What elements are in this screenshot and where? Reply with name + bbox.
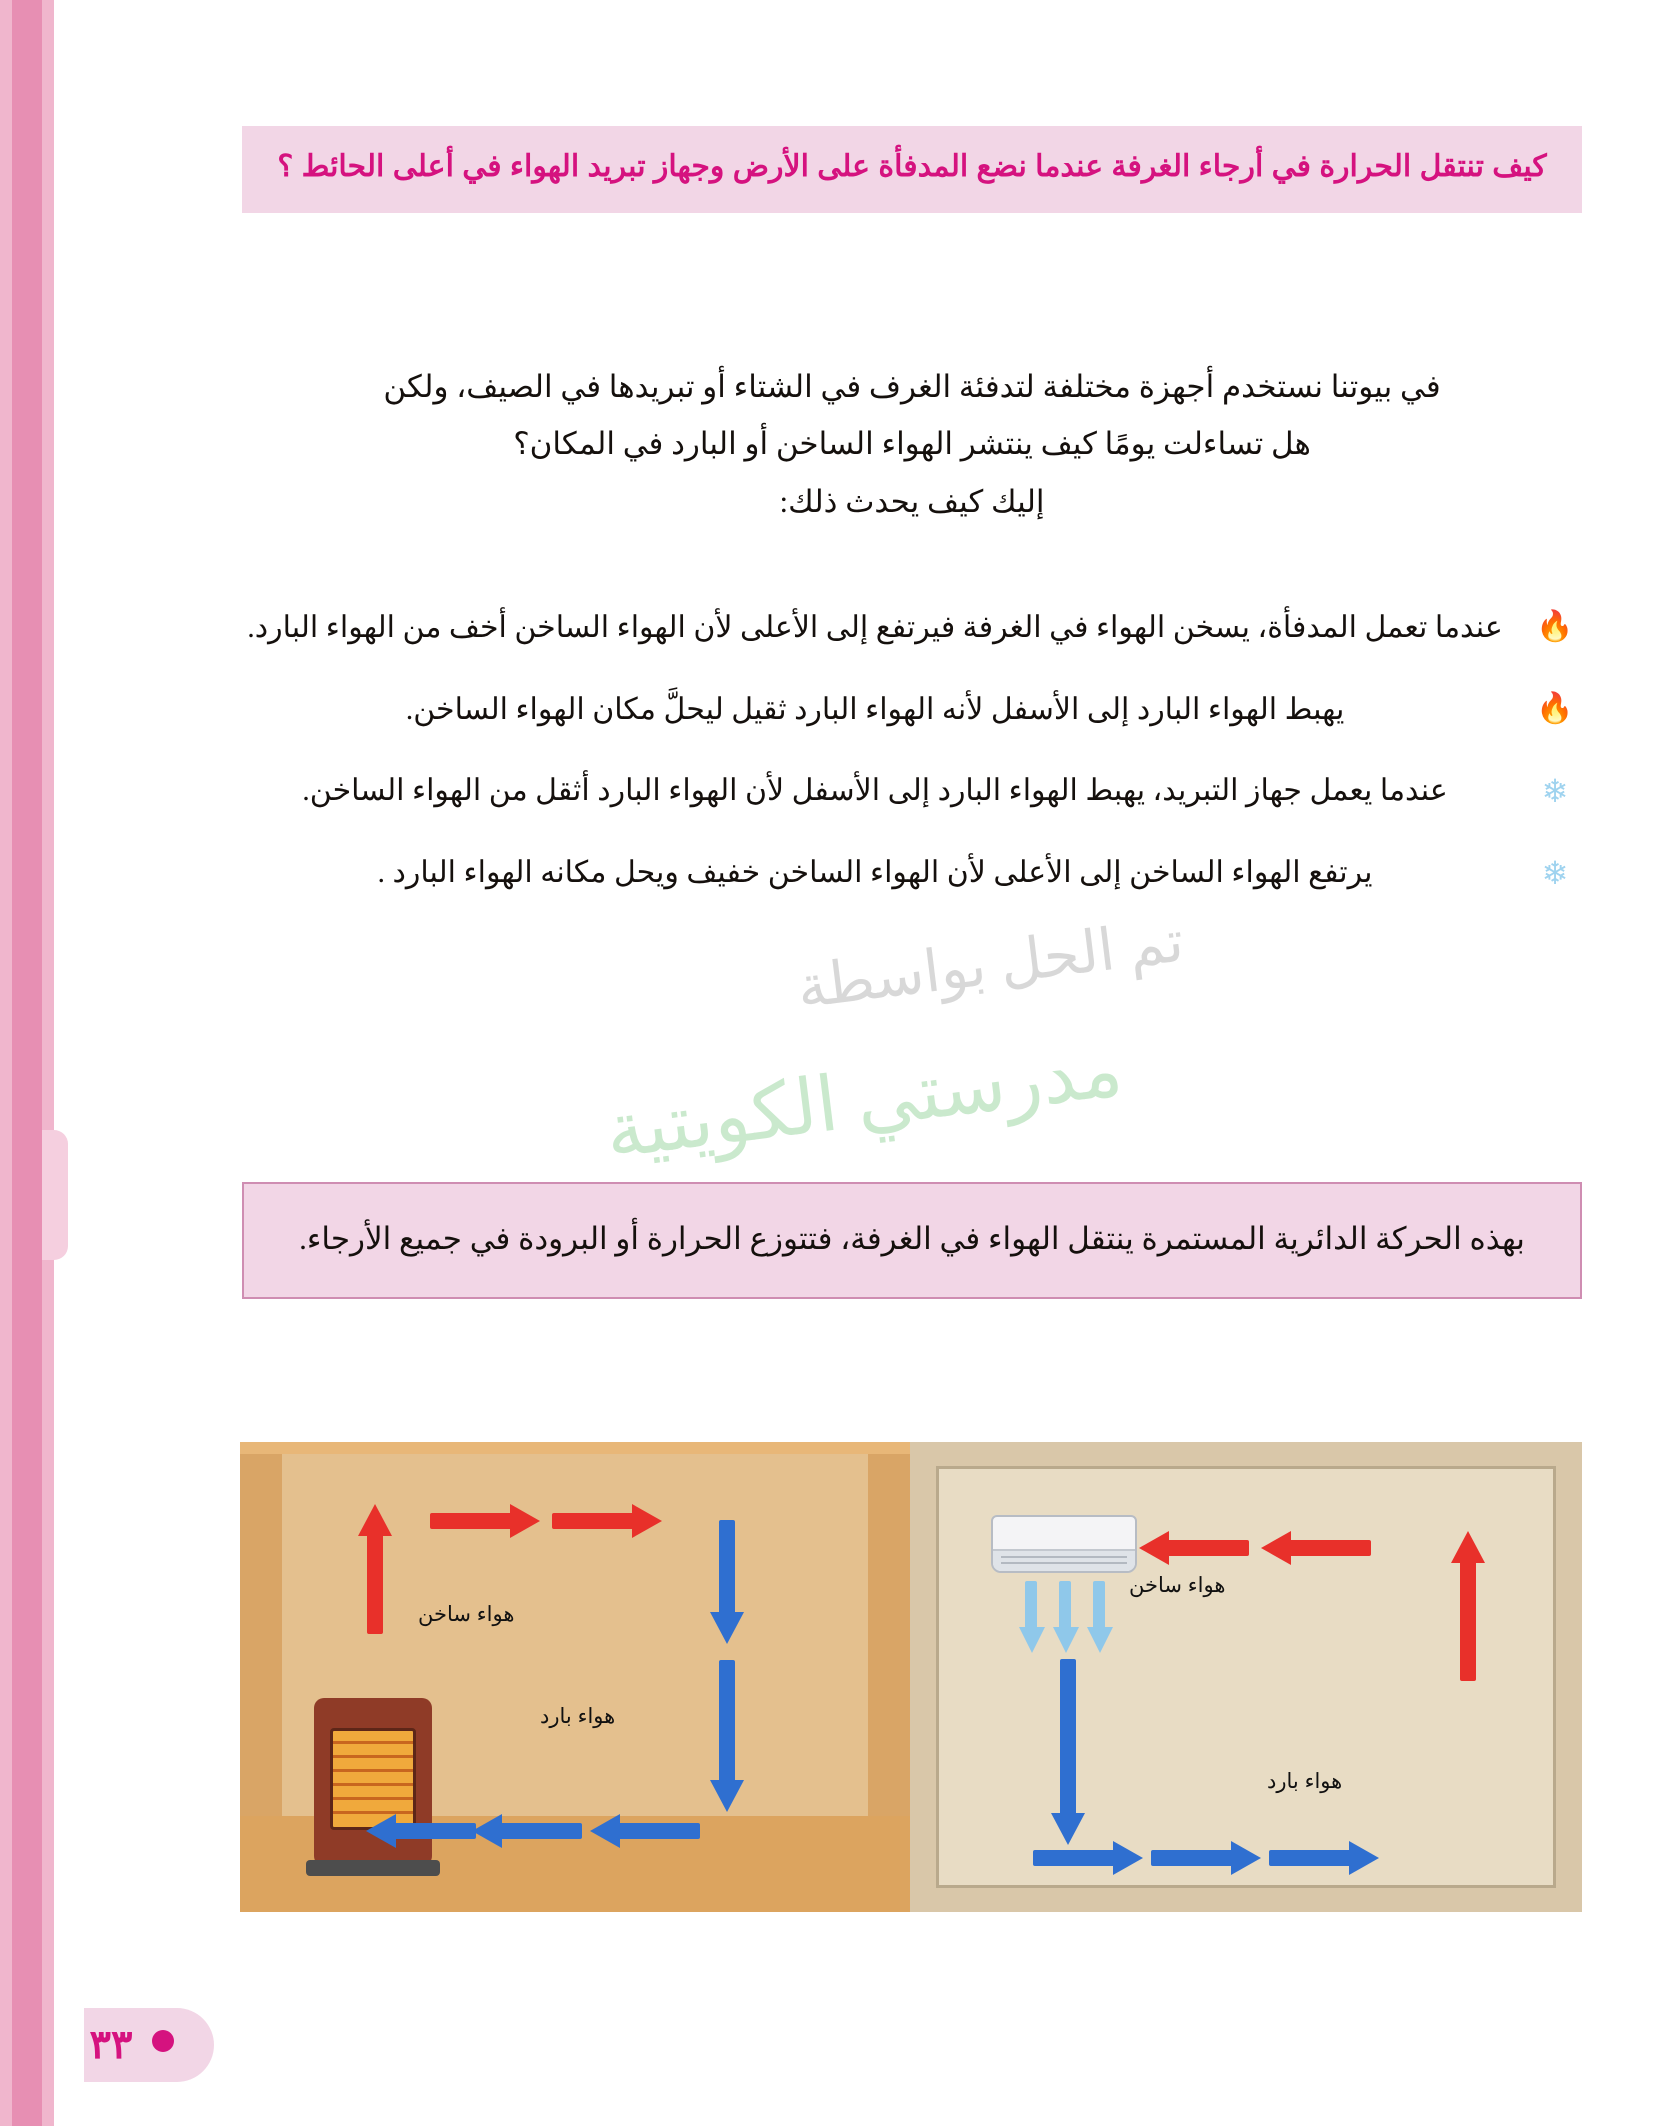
- list-item-text: يرتفع الهواء الساخن إلى الأعلى لأن الهواء الساخن خفيف ويحل مكانه الهواء البارد .: [377, 855, 1373, 889]
- list-item-text: يهبط الهواء البارد إلى الأسفل لأنه الهواء البارد ثقيل ليحلَّ مكان الهواء الساخن.: [405, 692, 1345, 726]
- flame-icon: 🔥: [1536, 691, 1574, 725]
- list-item: [222, 682, 1582, 738]
- figure-room-air-conditioner: [910, 1442, 1582, 1912]
- intro-line-2: هل تساءلت يومًا كيف ينتشر الهواء الساخن أو البارد في المكان؟: [513, 426, 1311, 462]
- explanation-list: [222, 600, 1582, 926]
- page-edge-notch: [42, 1130, 68, 1260]
- wall-left: [240, 1454, 284, 1820]
- snowflake-icon: ❄: [1541, 773, 1569, 809]
- page-number-dot: [152, 2030, 174, 2052]
- room-frame-heater: [240, 1442, 910, 1912]
- heat-transfer-illustration: [240, 1442, 1582, 1912]
- label-hot-air-right: هواء ساخن: [418, 1603, 515, 1626]
- list-item: [222, 763, 1582, 819]
- ac-airflow-arrow-3: [1087, 1581, 1113, 1653]
- page-edge-inner-stripe: [12, 0, 42, 2126]
- label-cold-air-left: هواء بارد: [1267, 1770, 1343, 1793]
- watermark-line-2: مدرستي الكويتية: [601, 1027, 1128, 1175]
- room-frame-ac: [910, 1442, 1582, 1912]
- hot-air-arrow-top-2: [1261, 1531, 1371, 1565]
- room-interior-ac: [936, 1466, 1556, 1888]
- intro-line-1: في بيوتنا نستخدم أجهزة مختلفة لتدفئة الغرف في الشتاء أو تبريدها في الصيف، ولكن: [383, 369, 1441, 404]
- hot-air-arrow-top-1: [1139, 1531, 1249, 1565]
- intro-paragraph: [242, 358, 1582, 530]
- wall-right: [866, 1454, 910, 1820]
- figure-room-heater: [240, 1442, 910, 1912]
- label-cold-air-right: هواء بارد: [540, 1705, 616, 1728]
- cold-air-arrow-floor-1: [590, 1814, 702, 1848]
- watermark-line-1: تم الحل بواسطة: [793, 908, 1187, 1021]
- hot-air-arrow-top-right-1: [430, 1504, 542, 1538]
- conclusion-banner: بهذه الحركة الدائرية المستمرة ينتقل الهواء في الغرفة، فتتوزع الحرارة أو البرودة في جميع الأرجاء.: [242, 1182, 1582, 1299]
- cold-air-arrow-descending: [1051, 1659, 1085, 1847]
- page-number-text: ٣٣: [89, 2023, 133, 2067]
- intro-line-3: إليك كيف يحدث ذلك:: [779, 483, 1045, 519]
- page-content: [68, 0, 1654, 2126]
- list-item: [222, 845, 1582, 901]
- cold-air-arrow-floor-3: [366, 1814, 478, 1848]
- cold-air-arrow-descending-right-2: [710, 1660, 744, 1814]
- ac-airflow-arrow-2: [1053, 1581, 1079, 1653]
- cold-air-arrow-floor-2: [472, 1814, 584, 1848]
- cold-air-arrow-descending-right-1: [710, 1520, 744, 1646]
- air-conditioner-icon: [991, 1515, 1137, 1573]
- snowflake-icon: ❄: [1541, 854, 1569, 891]
- hot-air-arrow-rising-right: [358, 1504, 392, 1634]
- label-hot-air-left: هواء ساخن: [1129, 1574, 1226, 1597]
- page-number: [24, 2008, 214, 2082]
- list-item: [222, 600, 1582, 656]
- cold-air-arrow-bottom-2: [1151, 1841, 1263, 1875]
- list-item-text: عندما يعمل جهاز التبريد، يهبط الهواء البارد إلى الأسفل لأن الهواء البارد أثقل من الهواء الساخن.: [302, 774, 1448, 807]
- heater-base: [306, 1860, 440, 1876]
- flame-icon: 🔥: [1536, 610, 1574, 643]
- cold-air-arrow-bottom-3: [1033, 1841, 1145, 1875]
- list-item-text: عندما تعمل المدفأة، يسخن الهواء في الغرفة فيرتفع إلى الأعلى لأن الهواء الساخن أخف من الهواء البارد.: [247, 611, 1503, 644]
- question-banner: كيف تنتقل الحرارة في أرجاء الغرفة عندما نضع المدفأة على الأرض وجهاز تبريد الهواء في أعلى الحائط ؟: [242, 126, 1582, 213]
- ac-airflow-arrow-1: [1019, 1581, 1045, 1653]
- cold-air-arrow-bottom-1: [1269, 1841, 1381, 1875]
- page-edge-gap: [54, 0, 68, 2126]
- ac-vent: [993, 1549, 1135, 1571]
- hot-air-arrow-rising: [1451, 1531, 1485, 1681]
- hot-air-arrow-top-right-2: [552, 1504, 664, 1538]
- page-edge-decoration: [0, 0, 54, 2126]
